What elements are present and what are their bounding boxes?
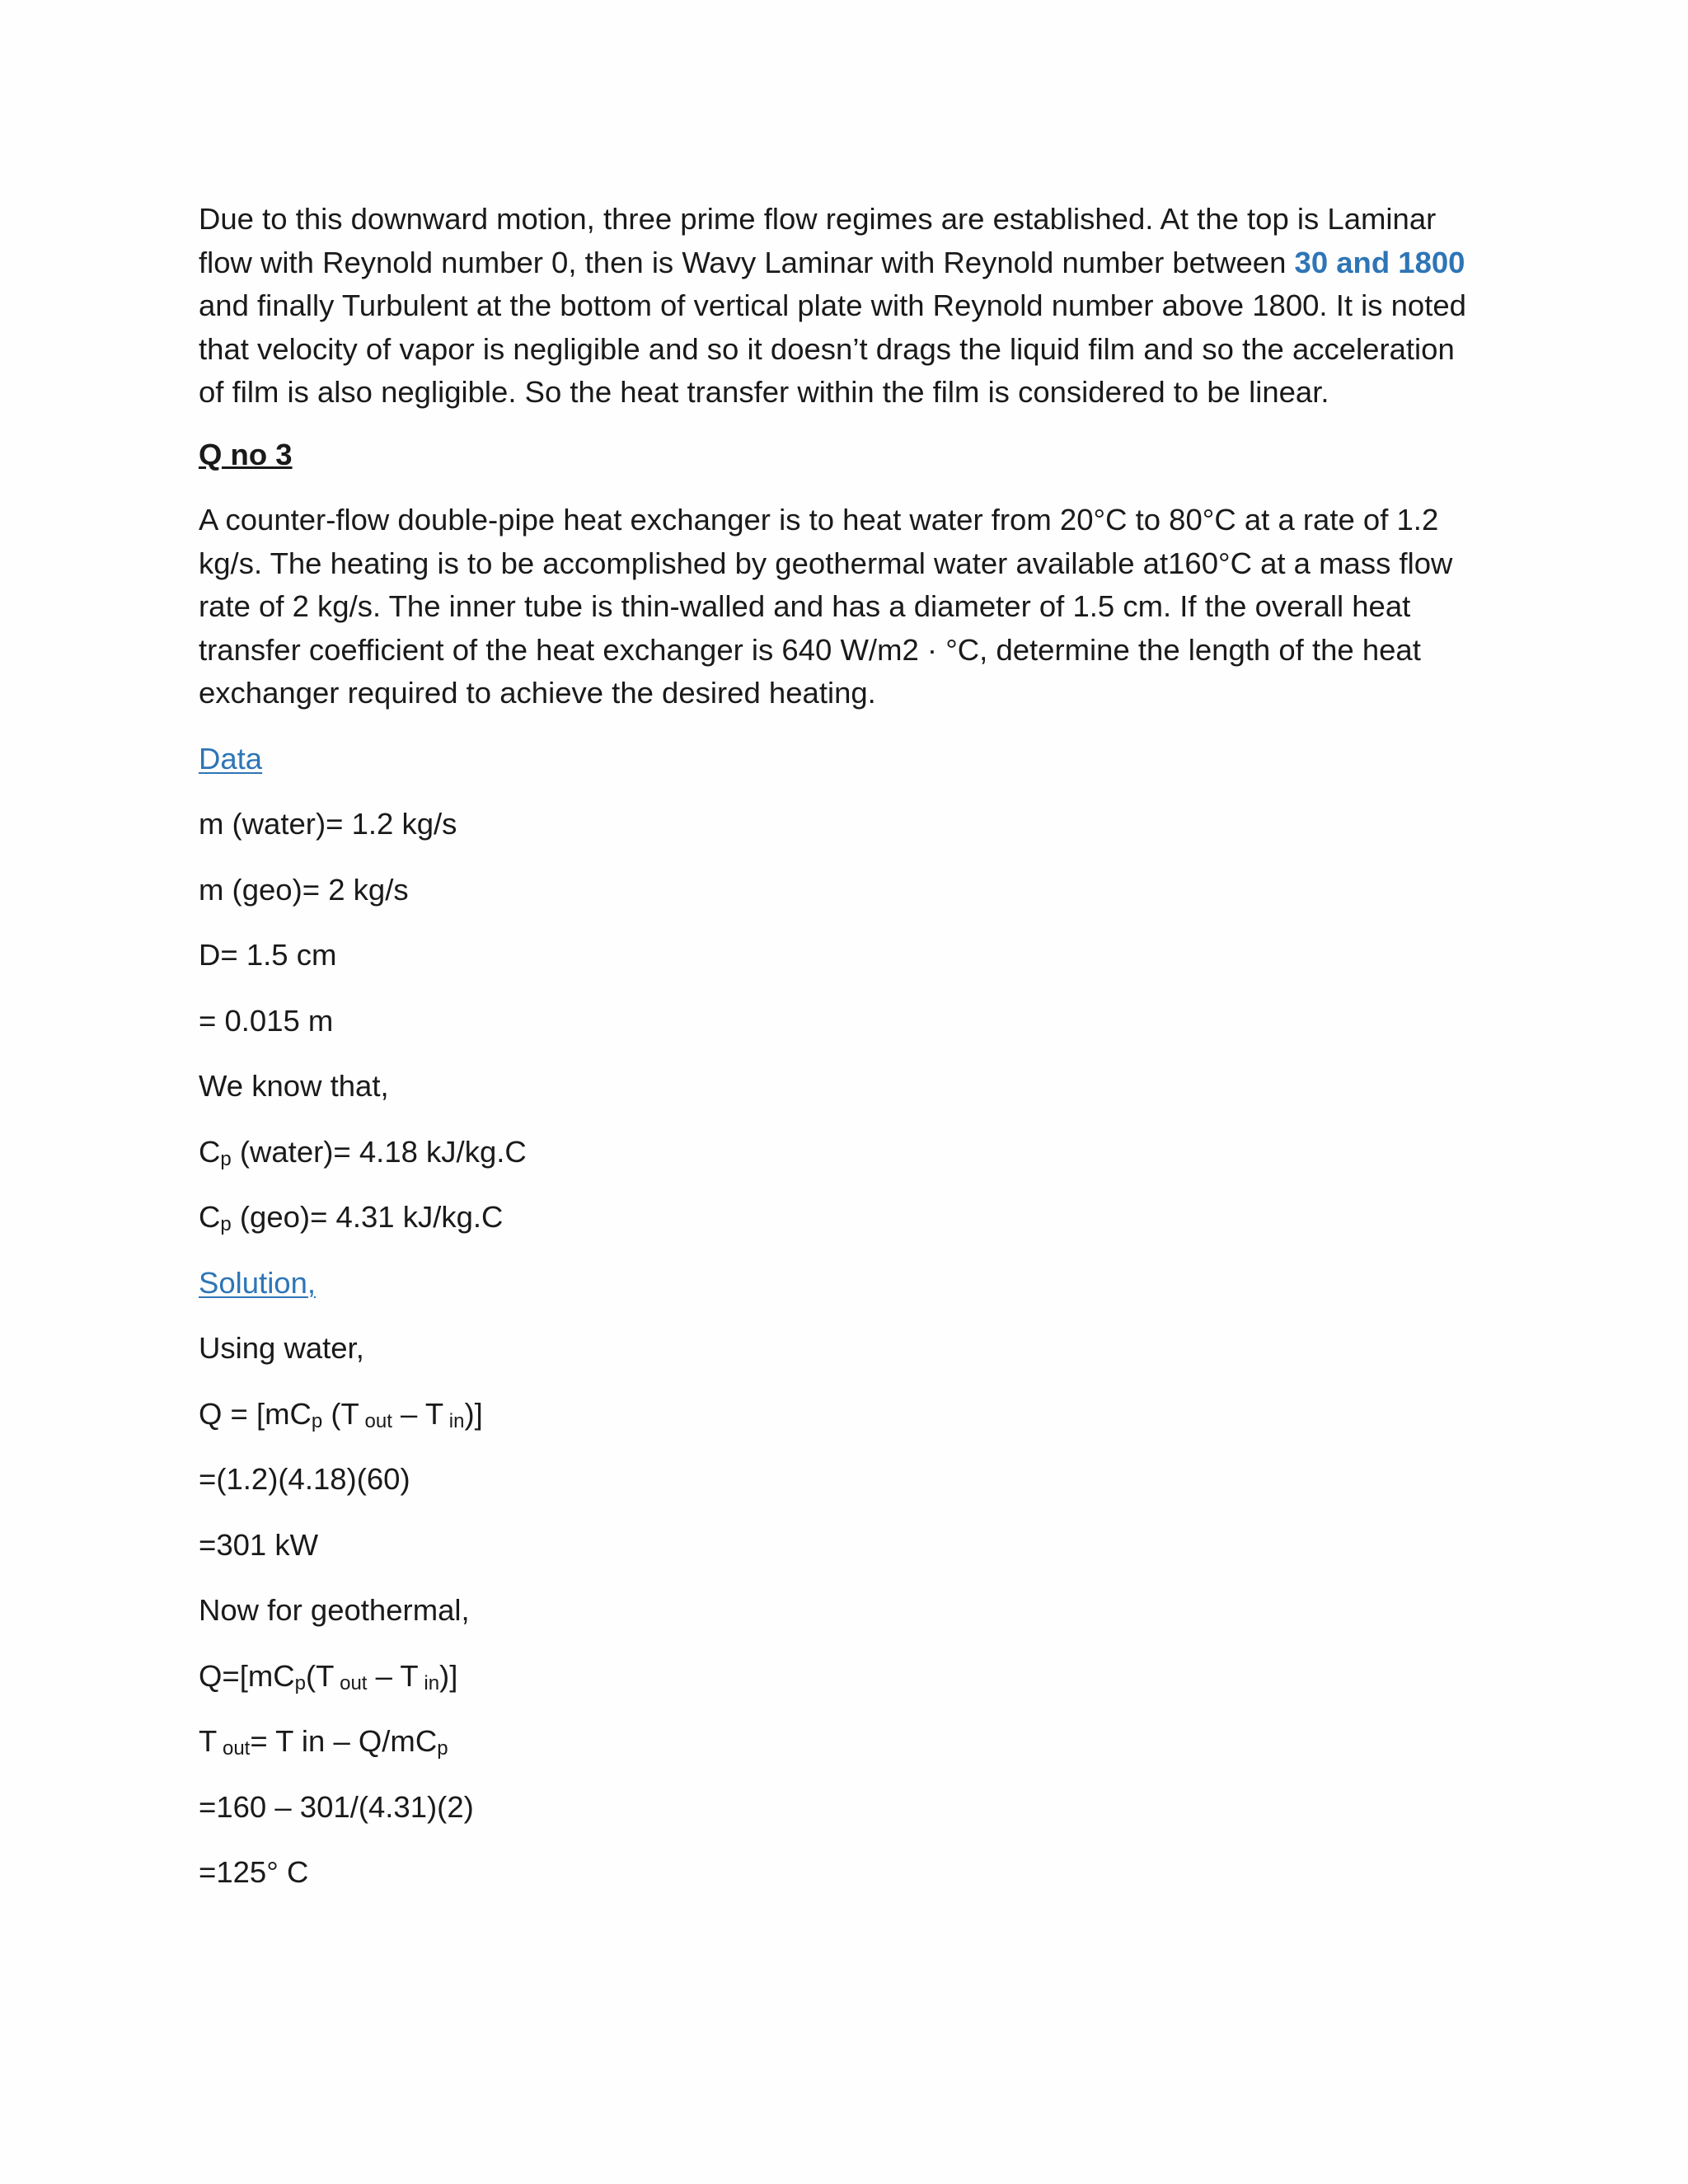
reynolds-range-highlight: 30 and 1800 (1294, 245, 1465, 279)
eq2-sub-out: out (334, 1671, 368, 1694)
cp-symbol: C (199, 1200, 221, 1234)
geothermal-intro-line: Now for geothermal, (199, 1593, 470, 1627)
eq1-part-b: (T (322, 1396, 359, 1431)
equation-heat-geo (199, 1655, 1472, 1699)
data-line-mass-geo: m (geo)= 2 kg/s (199, 872, 409, 907)
result-geo-line: =125° C (199, 1855, 309, 1889)
solution-heading-link[interactable] (199, 1266, 316, 1300)
data-line-mass-water: m (water)= 1.2 kg/s (199, 807, 457, 841)
intro-text-start: Due to this downward motion, three prime flow regimes are established. At the top is Laminar flow with Reynold number 0, then is Wavy Laminar with Reynold number between (199, 202, 1437, 279)
eq3-part-a: T (199, 1724, 218, 1758)
data-heading-link[interactable]: Data (199, 741, 263, 776)
solution-heading-comma: , (307, 1265, 316, 1300)
result-water-line: =301 kW (199, 1527, 319, 1562)
calc-geo-line: =160 – 301/(4.31)(2) (199, 1789, 474, 1824)
data-line-we-know: We know that, (199, 1069, 389, 1103)
document-body (199, 198, 1472, 1895)
cp-subscript: p (220, 1147, 232, 1170)
eq2-sub-in: in (418, 1671, 440, 1694)
solution-heading[interactable] (199, 1262, 1472, 1305)
eq3-part-b: = T in – Q/mC (250, 1724, 438, 1758)
eq3-sub-p: p (437, 1737, 448, 1760)
eq2-part-d: )] (439, 1658, 458, 1693)
eq1-part-a: Q = [mC (199, 1396, 312, 1431)
eq2-sub-p: p (294, 1671, 306, 1694)
eq1-sub-p: p (311, 1409, 323, 1432)
cp-water-line (199, 1131, 1472, 1174)
cp-subscript: p (220, 1213, 232, 1235)
solution-heading-text: Solution (199, 1265, 307, 1300)
equation-t-out (199, 1720, 1472, 1764)
eq1-sub-out: out (359, 1409, 392, 1432)
intro-text-end: and finally Turbulent at the bottom of vertical plate with Reynold number above 1800. It is noted that velocity of vapor is negligible and so it doesn’t drags the liquid film and so the acceleration of film is also negligible. So the heat transfer within the film is considered to be linear. (199, 288, 1466, 409)
cp-symbol: C (199, 1134, 221, 1169)
cp-geo-value: (geo)= 4.31 kJ/kg.C (231, 1200, 504, 1234)
cp-water-value: (water)= 4.18 kJ/kg.C (231, 1134, 527, 1169)
eq3-sub-out: out (217, 1737, 251, 1760)
eq1-part-d: )] (464, 1396, 483, 1431)
question-heading: Q no 3 (199, 437, 293, 471)
data-line-diameter-m: = 0.015 m (199, 1003, 334, 1038)
using-water-line: Using water, (199, 1331, 364, 1365)
data-line-diameter: D= 1.5 cm (199, 938, 337, 972)
calc-water-line: =(1.2)(4.18)(60) (199, 1462, 410, 1496)
equation-heat-water (199, 1393, 1472, 1436)
intro-paragraph (199, 198, 1472, 415)
eq2-part-a: Q=[mC (199, 1658, 295, 1693)
eq2-part-c: – T (367, 1658, 419, 1693)
data-heading[interactable] (199, 738, 1472, 781)
cp-geo-line (199, 1196, 1472, 1240)
question-text: A counter-flow double-pipe heat exchanger is to heat water from 20°C to 80°C at a rate of 1.2 kg/s. The heating is to be accomplished by geothermal water available at160°C at a mass flow rate of 2 kg/s. The inner tube is thin-walled and has a diameter of 1.5 cm. If the overall heat transfer coefficient of the heat exchanger is 640 W/m2 · °C, determine the length of the heat exchanger required to achieve the desired heating. (199, 503, 1453, 710)
eq2-part-b: (T (305, 1658, 335, 1693)
eq1-sub-in: in (443, 1409, 465, 1432)
eq1-part-c: – T (392, 1396, 444, 1431)
